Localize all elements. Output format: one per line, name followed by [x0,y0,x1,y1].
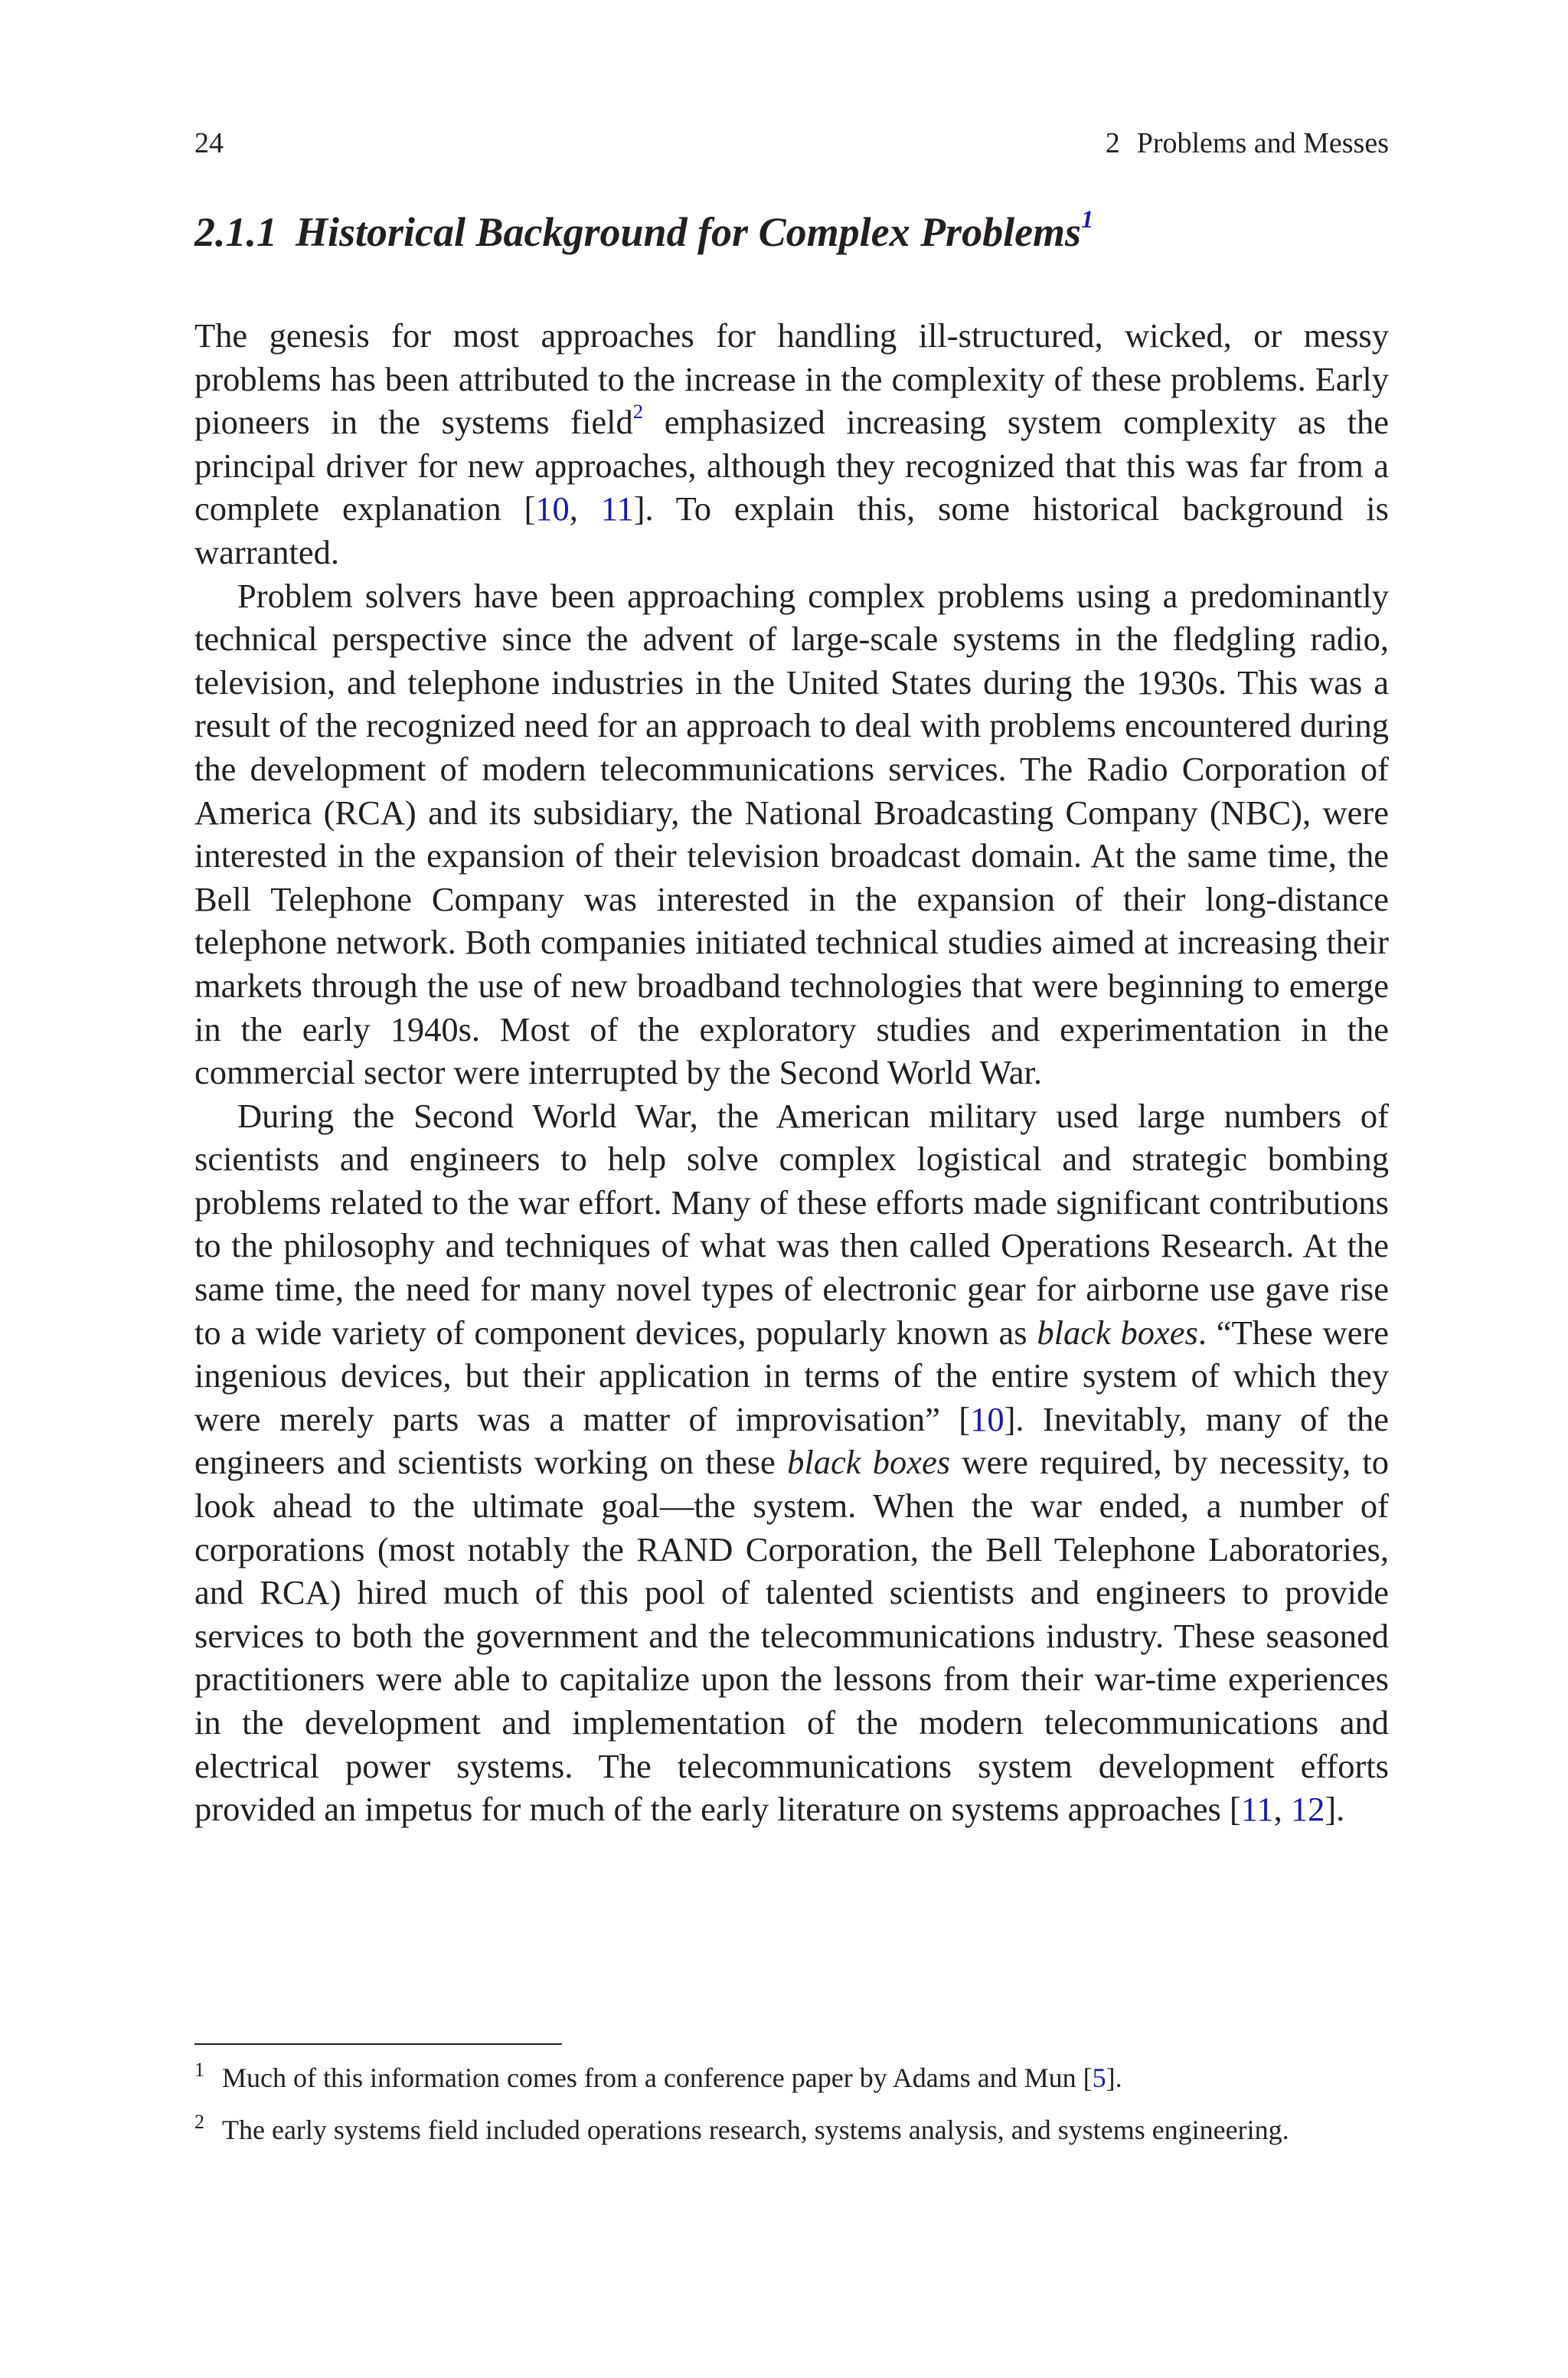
paragraph-1-text-a: The genesis for most approaches for handling ill-structured, wicked, or messy problems has been attributed to the increase in the complexity of these problems. Early pioneers in the systems field [194,316,1389,442]
footnote-2-text: The early systems field included operations research, systems analysis, and systems engineering. [222,2115,1289,2145]
citation-link[interactable]: 11 [600,489,634,528]
footnotes [194,2060,1389,2164]
citation-link[interactable]: 5 [1092,2062,1106,2093]
body-text [194,314,1389,1831]
citation-separator: , [1273,1790,1291,1829]
footnote-divider [194,2043,562,2045]
paragraph-3-text-a: During the Second World War, the American military used large numbers of scientists and engineers to help solve complex logistical and strategic bombing problems related to the war effort. Many of these efforts made significant contributions to the philosophy and techniques of what was then called Operations Research. At the same time, the need for many novel types of electronic gear for airborne use gave rise to a wide variety of component devices, popularly known as [194,1096,1389,1352]
paragraph-3-text-e: ]. [1325,1790,1345,1829]
running-title [1106,124,1389,162]
emphasis-black-boxes: black boxes [1037,1313,1198,1352]
section-title: Historical Background for Complex Problems [296,209,1082,255]
footnote-marker-1: 1 [194,2059,204,2081]
citation-link[interactable]: 11 [1240,1790,1274,1829]
footnote-link-1[interactable]: 1 [1081,205,1094,234]
chapter-title: Problems and Messes [1136,127,1389,159]
footnote-1-text-a: Much of this information comes from a conference paper by Adams and Mun [ [222,2062,1093,2093]
paragraph-1-text-b: emphasized increasing system complexity as the principal driver for new approaches, although they recognized that this was far from a complete explanation [ [194,403,1389,528]
footnote-1-text-b: ]. [1106,2062,1122,2093]
section-heading [194,205,1389,259]
footnote-ref-1[interactable] [1081,206,1093,234]
footnote-2 [194,2112,1389,2147]
citation-link[interactable]: 12 [1290,1790,1325,1829]
footnote-link-2[interactable]: 2 [632,400,644,424]
paragraph-3 [194,1094,1389,1831]
footnote-ref-2[interactable] [633,400,643,423]
section-number: 2.1.1 [194,209,277,255]
paragraph-3-text-b: . “These were ingenious devices, but their application in terms of the entire system of which they were merely parts was a matter of improvisation” [ [194,1313,1390,1438]
paragraph-1 [194,314,1389,574]
paragraph-3-text-d: were required, by necessity, to look ahead to the ultimate goal—the system. When the war ended, a number of corporations (most notably the RAND Corporation, the Bell Telephone Laboratories, and RCA) hired much of this pool of talented scientists and engineers to provide services to both the government and the telecommunications industry. These seasoned practitioners were able to capitalize upon the lessons from their war-time experiences in the development and implementation of the modern telecommunications and electrical power systems. The telecommunications system development efforts provided an impetus for much of the early literature on systems approaches [ [194,1443,1390,1829]
paragraph-2: Problem solvers have been approaching complex problems using a predominantly technical perspective since the advent of large-scale systems in the fledgling radio, television, and telephone industries in the United States during the 1930s. This was a result of the recognized need for an approach to deal with problems encountered during the development of modern telecommunications services. The Radio Corporation of America (RCA) and its subsidiary, the National Broadcasting Company (NBC), were interested in the expansion of their television broadcast domain. At the same time, the Bell Telephone Company was interested in the expansion of their long-distance telephone network. Both companies initiated technical studies aimed at increasing their markets through the use of new broadband technologies that were beginning to emerge in the early 1940s. Most of the exploratory studies and experimentation in the commercial sector were interrupted by the Second World War. [194,576,1389,1092]
citation-link[interactable]: 10 [970,1399,1004,1438]
running-head [194,124,1389,162]
citation-link[interactable]: 10 [535,489,570,528]
chapter-number: 2 [1105,127,1120,159]
footnote-1 [194,2060,1389,2095]
paragraph-1-text-c: ]. To explain this, some historical background is warranted. [194,489,1389,571]
paragraph-3-text-c: ]. Inevitably, many of the engineers and scientists working on these [194,1399,1389,1482]
footnote-marker-2: 2 [194,2111,204,2133]
citation-separator: , [569,489,601,528]
emphasis-black-boxes: black boxes [787,1443,951,1482]
page-number: 24 [194,127,224,159]
